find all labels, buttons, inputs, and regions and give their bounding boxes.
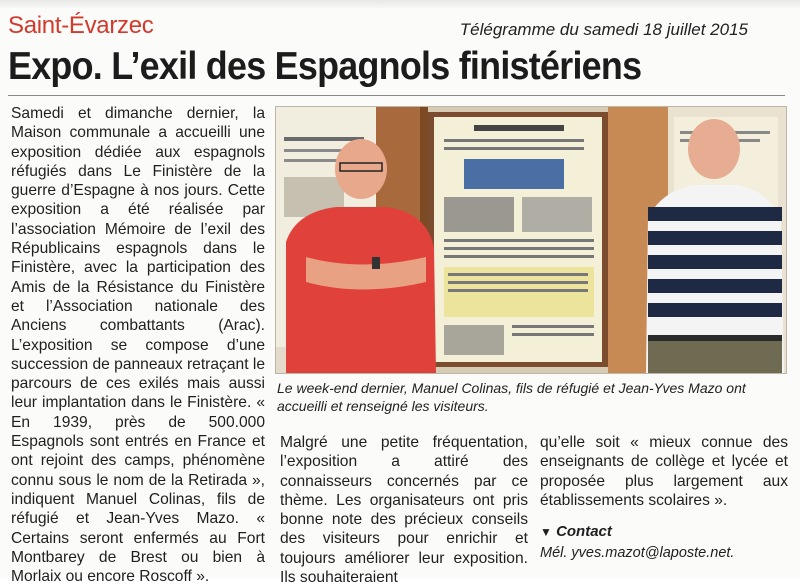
photo-caption: Le week-end dernier, Manuel Colinas, fils de réfugié et Jean-Yves Mazo ont accueilli et renseigné les visiteurs. xyxy=(277,380,746,414)
contact-email: Mél. yves.mazot@laposte.net. xyxy=(540,545,735,562)
article-column-middle xyxy=(280,433,528,587)
article-column-right xyxy=(540,433,788,564)
headline: Expo. L’exil des Espagnols finistériens xyxy=(8,45,642,88)
top-margin xyxy=(0,0,800,8)
triangle-down-icon: ▼ xyxy=(540,525,552,540)
contact-heading xyxy=(540,522,788,542)
section-rubric: Saint-Évarzec xyxy=(8,12,154,39)
photo-illustration xyxy=(276,107,786,373)
body-text-left: Samedi et dimanche dernier, la Maison communale a accueilli une exposition dédiée aux espagnols réfugiés dans Le Finistère de la guerre d’Espagne à nos jours. Cette exposition a été réalisée par l’association Mémoire de l’exil des Républicains espagnols dans le Finistère, avec la participation des Amis de la Résistance du Finistère et l’Association nationale des Anciens combattants (Arac). L’exposition se compose d’une succession de panneaux retraçant le parcours de ces exilés mais aussi leur implantation dans le Finistère. « En 1939, près de 500.000 Espagnols sont entrés en France et ont rejoint des camps, phénomène connu sous le nom de la Retirada », indiquent Manuel Colinas, fils de réfugié et Jean-Yves Mazo. « Certains seront enfermés au Fort Montbarey de Brest ou bien à Morlaix ou encore Roscoff ». xyxy=(11,105,265,586)
body-text-right: qu’elle soit « mieux connue des enseignants de collège et lycée et proposée plus largement aux établissements scolaires ». xyxy=(540,434,788,509)
article-photo xyxy=(275,106,787,374)
body-text-middle: Malgré une petite fréquentation, l’exposition a attiré des connaisseurs concernés par ce thème. Les organisateurs ont pris bonne note des précieux conseils des visiteurs pour enrichir et toujours améliorer leur exposition. Ils souhaiteraient xyxy=(280,434,528,587)
divider xyxy=(8,95,785,96)
source-date: Télégramme du samedi 18 juillet 2015 xyxy=(459,20,748,39)
contact-label: Contact xyxy=(556,523,612,541)
article-column-left xyxy=(11,104,265,586)
